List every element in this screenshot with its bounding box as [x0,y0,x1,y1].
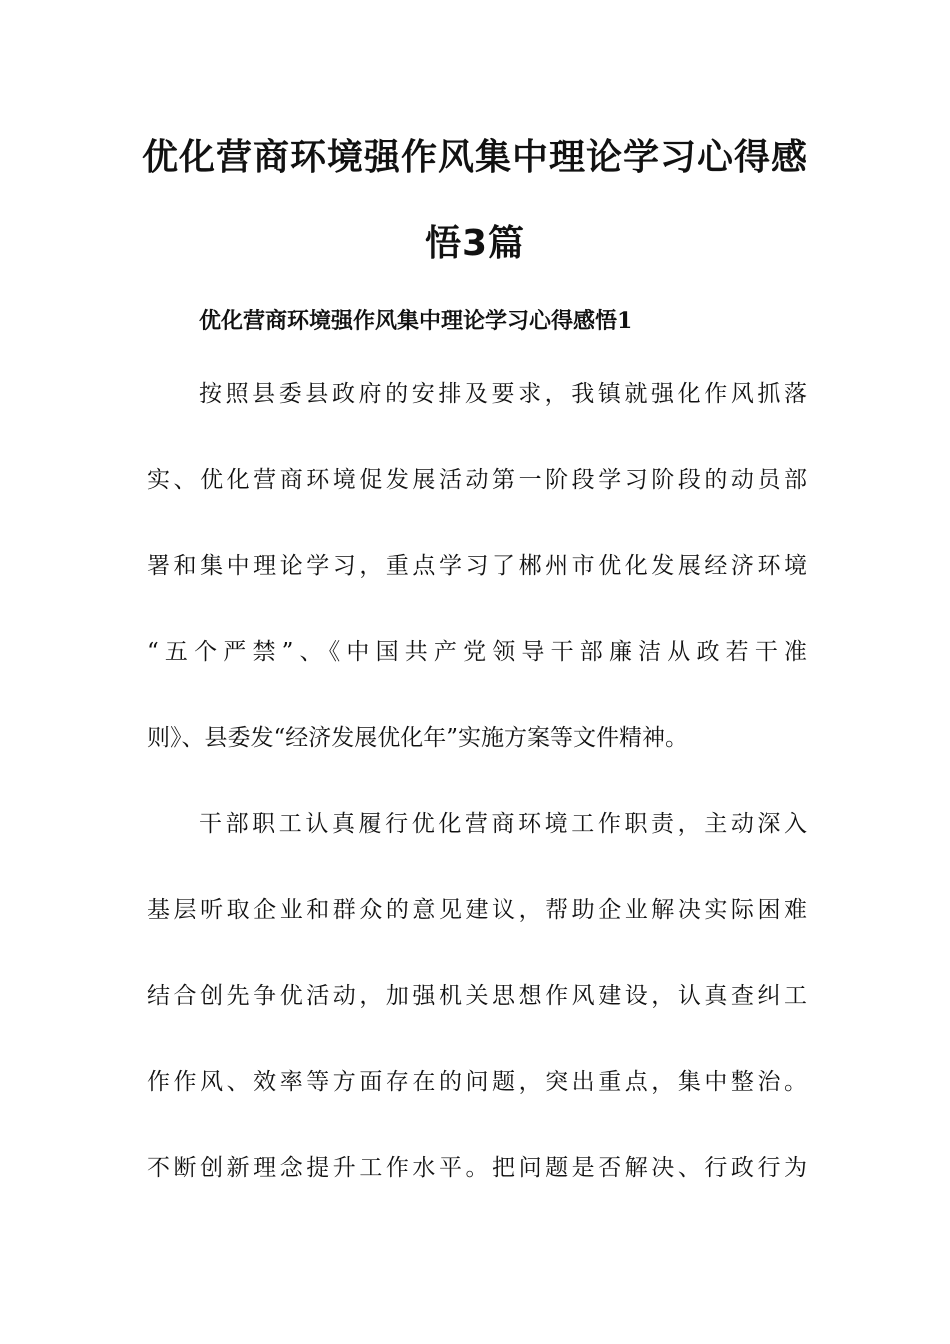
paragraph-2-line: 不断创新理念提升工作水平。把问题是否解决、行政行为 [147,1155,807,1181]
paragraph-1-line: 按照县委县政府的安排及要求，我镇就强化作风抓落 [199,381,807,407]
paragraph-2-line: 干部职工认真履行优化营商环境工作职责，主动深入 [199,811,807,837]
paragraph-2-line: 基层听取企业和群众的意见建议，帮助企业解决实际困难 [147,897,807,923]
paragraph-1-line: 实、优化营商环境促发展活动第一阶段学习阶段的动员部 [147,467,807,493]
paragraph-1-line: “五个严禁”、《中国共产党领导干部廉洁从政若干准 [147,639,807,665]
paragraph-2-line: 结合创先争优活动，加强机关思想作风建设，认真查纠工 [147,983,807,1009]
paragraph-2-line: 作作风、效率等方面存在的问题，突出重点，集中整治。 [147,1069,807,1095]
paragraph-1-line: 署和集中理论学习，重点学习了郴州市优化发展经济环境 [147,553,807,579]
document-title-line-2: 悟3篇 [424,223,526,264]
section-heading: 优化营商环境强作风集中理论学习心得感悟1 [199,308,633,334]
document-title-line-1: 优化营商环境强作风集中理论学习心得感 [141,137,808,178]
paragraph-1-line: 则》、县委发“经济发展优化年”实施方案等文件精神。 [147,725,689,751]
